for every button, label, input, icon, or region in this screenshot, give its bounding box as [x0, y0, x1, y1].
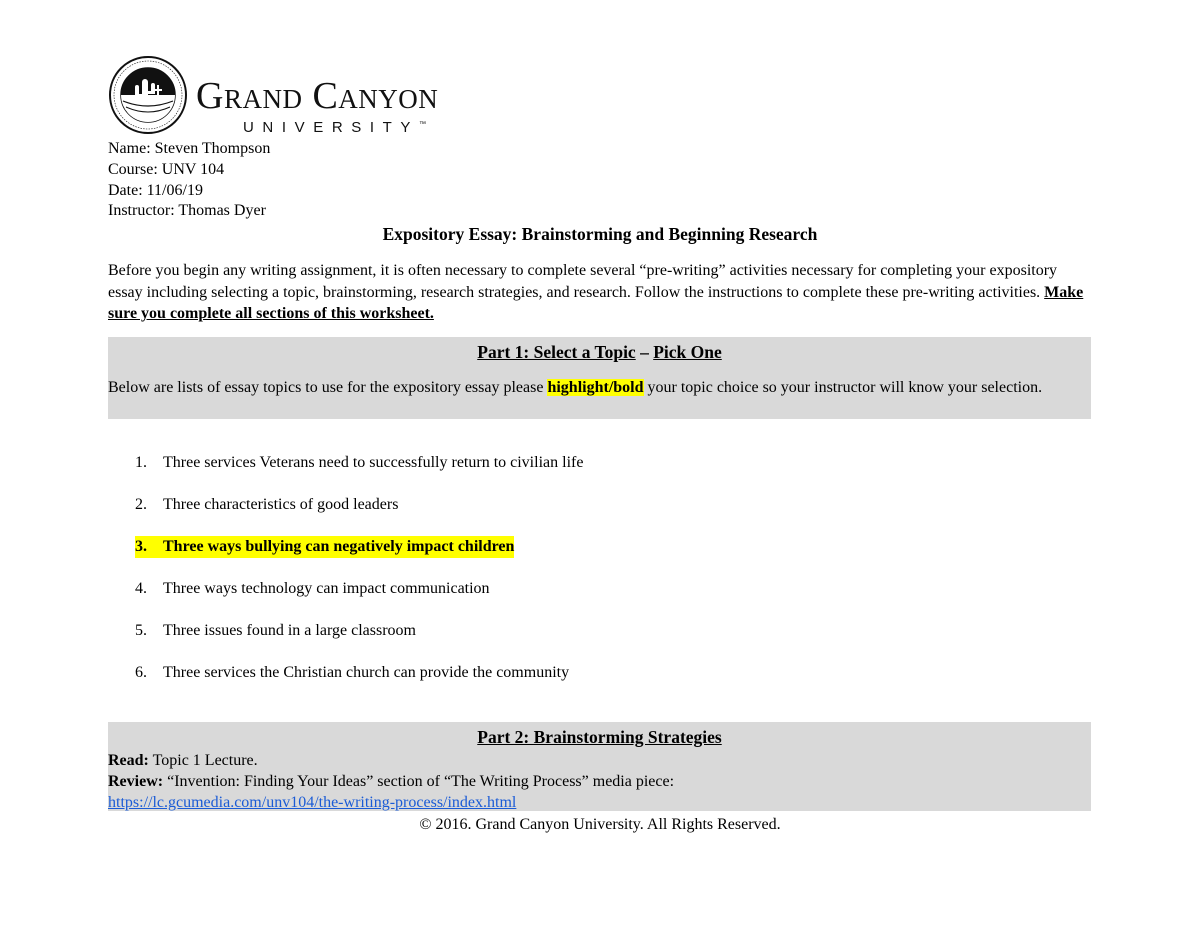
topic-item [108, 578, 1092, 620]
part2-heading-title: Part 2: Brainstorming Strategies [477, 727, 722, 747]
wordmark-subtext: UNIVERSITY [243, 119, 420, 136]
wordmark-main: Grand Canyon [196, 75, 439, 117]
copyright-footer: © 2016. Grand Canyon University. All Rights Reserved. [419, 816, 781, 833]
topic-number: 2. [135, 496, 147, 513]
wordmark-sub [243, 117, 438, 136]
part2-content [108, 749, 1091, 813]
part1-heading-pick: Pick One [653, 342, 722, 362]
topic-number: 5. [135, 622, 147, 639]
part1-section [108, 337, 1091, 419]
topic-number: 1. [135, 454, 147, 471]
intro-paragraph [108, 260, 1092, 325]
intro-emphasis: Make sure you complete all sections of this worksheet. [108, 283, 1084, 322]
topic-item-selected [108, 536, 1092, 578]
topic-list [108, 452, 1092, 704]
intro-text: Before you begin any writing assignment, it is often necessary to complete several “pre-writing” activities necessary for completing your expository essay including selecting a topic, brainstorming, research strategies, and research. Follow the instructions to complete these pre-writing activities. [108, 262, 1058, 301]
part1-heading [108, 337, 1091, 364]
writing-process-link[interactable]: https://lc.gcumedia.com/unv104/the-writing-process/index.html [108, 794, 517, 811]
topic-text: Three ways technology can impact communication [163, 580, 490, 597]
info-date: Date: 11/06/19 [108, 181, 203, 199]
info-name: Name: Steven Thompson [108, 140, 271, 157]
topic-item [108, 494, 1092, 536]
university-seal-icon [108, 55, 188, 135]
info-course: Course: UNV 104 [108, 160, 225, 178]
info-instructor: Instructor: Thomas Dyer [108, 202, 266, 220]
topic-text: Three services the Christian church can provide the community [163, 664, 570, 681]
part1-instructions [108, 364, 1091, 398]
part2-review-line [108, 771, 1091, 792]
part2-section [108, 722, 1091, 811]
topic-item [108, 662, 1092, 704]
review-text: “Invention: Finding Your Ideas” section of “The Writing Process” media piece: [163, 773, 675, 790]
topic-item [108, 452, 1092, 494]
topic-text: Three services Veterans need to successfully return to civilian life [163, 454, 584, 471]
topic-text: Three issues found in a large classroom [163, 622, 416, 639]
wordmark [196, 77, 438, 136]
part2-read-line [108, 750, 1091, 771]
part1-text-before: Below are lists of essay topics to use for the expository essay please [108, 379, 548, 396]
part1-highlight-word: highlight/bold [547, 379, 644, 396]
gcu-logo [108, 55, 478, 137]
trademark-mark: ™ [419, 121, 427, 128]
topic-text: Three ways bullying can negatively impact children [163, 536, 514, 558]
part2-heading [108, 722, 1091, 749]
part2-link-line [108, 792, 1091, 813]
topic-number: 4. [135, 580, 147, 597]
topic-text: Three characteristics of good leaders [163, 496, 399, 513]
topic-number: 3. [135, 536, 163, 558]
read-text: Topic 1 Lecture. [148, 752, 258, 769]
topic-number: 6. [135, 664, 147, 681]
part1-heading-title: Part 1: Select a Topic [477, 342, 636, 362]
part1-heading-sep: – [635, 342, 654, 362]
part1-text-after: your topic choice so your instructor will know your selection. [643, 379, 1043, 396]
student-info [108, 139, 270, 222]
topic-item [108, 620, 1092, 662]
document-title: Expository Essay: Brainstorming and Beginning Research [382, 224, 818, 244]
review-label: Review: [108, 773, 164, 790]
read-label: Read: [108, 752, 149, 769]
